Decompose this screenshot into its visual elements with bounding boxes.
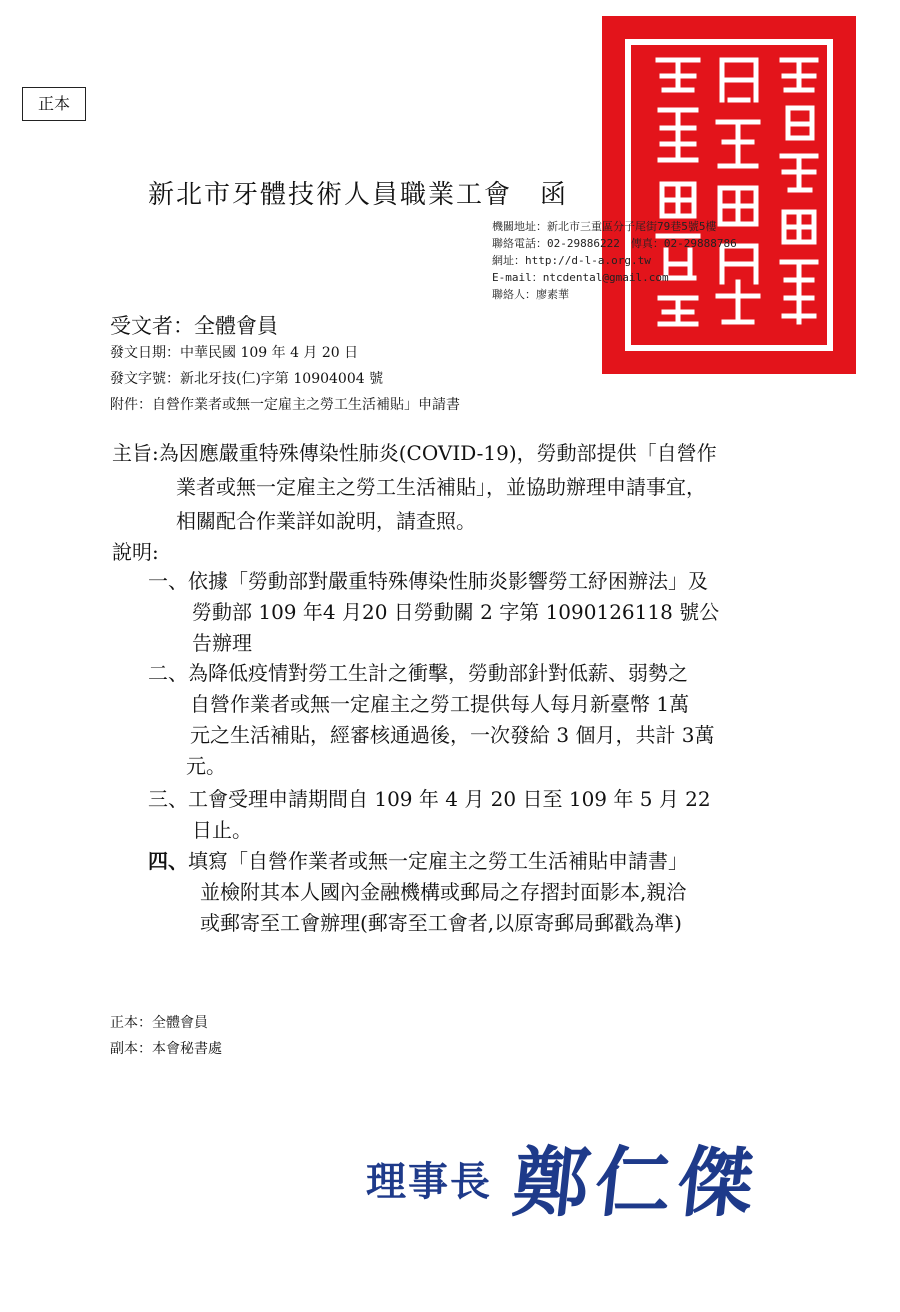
seal-graphic bbox=[602, 16, 856, 374]
contact-address: 機關地址：新北市三重區分子尾街79巷5號5樓 bbox=[492, 220, 717, 233]
explanation-label: 說明: bbox=[112, 540, 159, 564]
org-name: 新北市牙體技術人員職業工會 bbox=[148, 180, 513, 210]
item-line: 工會受理申請期間自 109 年 4 月 20 日至 109 年 5 月 22 bbox=[188, 787, 711, 811]
item-marker: 一、 bbox=[148, 569, 188, 593]
item-marker: 三、 bbox=[148, 787, 188, 811]
issue-date: 發文日期：中華民國 109 年 4 月 20 日 bbox=[110, 345, 359, 361]
explanation-item-3 bbox=[148, 784, 711, 846]
contact-info bbox=[492, 218, 737, 303]
item-line: 依據「勞動部對嚴重特殊傳染性肺炎影響勞工紓困辦法」及 bbox=[188, 569, 708, 593]
explanation-item-4 bbox=[148, 846, 688, 939]
item-line: 告辦理 bbox=[192, 631, 252, 655]
item-line: 自營作業者或無一定雇主之勞工提供每人每月新臺幣 1萬 bbox=[190, 692, 690, 716]
chairman-signature-stamp bbox=[366, 1122, 786, 1232]
contact-person: 聯絡人：廖素華 bbox=[492, 288, 569, 301]
explanation-item-2 bbox=[148, 658, 715, 782]
original-recipient: 正本：全體會員 bbox=[110, 1015, 208, 1031]
explanation-item-1 bbox=[148, 566, 719, 659]
copy-recipient: 副本：本會秘書處 bbox=[110, 1041, 222, 1057]
copy-type-box: 正本 bbox=[22, 87, 86, 121]
item-marker: 四、 bbox=[148, 849, 188, 873]
signature-name: 鄭仁傑 bbox=[508, 1138, 765, 1227]
doc-number: 發文字號：新北牙技(仁)字第 10904004 號 bbox=[110, 371, 384, 387]
letterhead-title bbox=[148, 174, 568, 211]
item-marker: 二、 bbox=[148, 661, 188, 685]
subject-line: 主旨:為因應嚴重特殊傳染性肺炎(COVID-19)，勞動部提供「自營作 bbox=[112, 441, 717, 465]
contact-phone: 聯絡電話：02-29886222 傳真：02-29888786 bbox=[492, 237, 737, 250]
signature-title: 理事長 bbox=[366, 1158, 492, 1205]
contact-website: 網址：http://d-l-a.org.tw bbox=[492, 254, 651, 267]
item-line: 元。 bbox=[186, 754, 226, 778]
contact-email: E-mail：ntcdental@gmail.com bbox=[492, 271, 669, 284]
item-line: 並檢附其本人國內金融機構或郵局之存摺封面影本,親洽 bbox=[200, 880, 687, 904]
subject-line: 業者或無一定雇主之勞工生活補貼」，並協助辦理申請事宜， bbox=[176, 475, 706, 499]
attachment: 附件：自營作業者或無一定雇主之勞工生活補貼」申請書 bbox=[110, 397, 460, 413]
item-line: 日止。 bbox=[192, 818, 252, 842]
item-line: 為降低疫情對勞工生計之衝擊，勞動部針對低薪、弱勢之 bbox=[188, 661, 688, 685]
subject-line: 相關配合作業詳如說明，請查照。 bbox=[176, 509, 476, 533]
doc-type: 函 bbox=[540, 180, 569, 210]
item-line: 元之生活補貼，經審核通過後，一次發給 3 個月，共計 3萬 bbox=[190, 723, 715, 747]
item-line: 填寫「自營作業者或無一定雇主之勞工生活補貼申請書」 bbox=[188, 849, 688, 873]
recipient: 受文者：全體會員 bbox=[110, 314, 278, 338]
official-seal-stamp bbox=[602, 16, 856, 374]
item-line: 勞動部 109 年4 月20 日勞動關 2 字第 1090126118 號公 bbox=[192, 600, 720, 624]
item-line: 或郵寄至工會辦理(郵寄至工會者,以原寄郵局郵戳為準) bbox=[200, 911, 682, 935]
subject-section bbox=[112, 436, 717, 538]
